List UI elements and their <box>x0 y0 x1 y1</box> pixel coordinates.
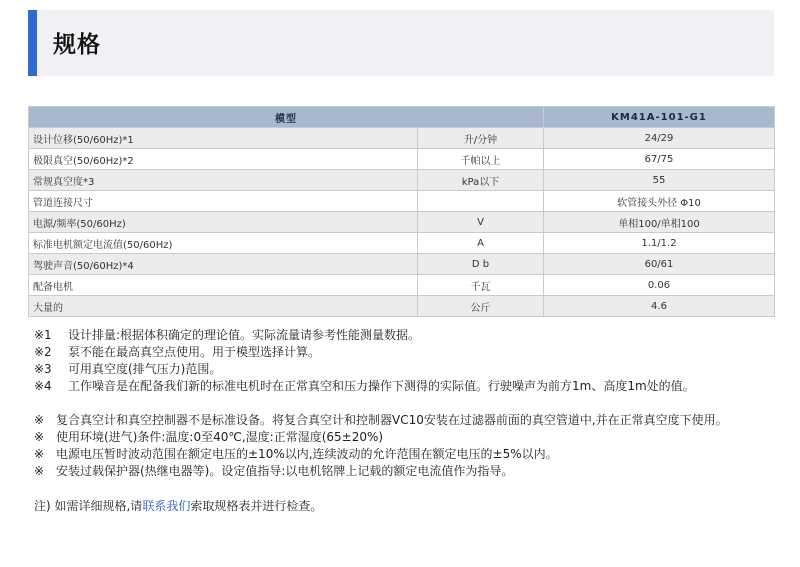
value-cell: 软管接头外径 Φ10 <box>544 191 775 212</box>
page-title: 规格 <box>53 32 101 58</box>
value-cell: 单相100/单相100 <box>544 212 775 233</box>
unit-cell: kPa以下 <box>418 170 544 191</box>
unit-cell: A <box>418 233 544 254</box>
table-row <box>29 128 775 149</box>
note-item <box>34 378 774 395</box>
note-text: 泵不能在最高真空点使用。用于模型选择计算。 <box>68 345 321 359</box>
star-notes <box>34 412 774 480</box>
note-mark: ※4 <box>34 379 52 393</box>
note-mark: ※2 <box>34 345 52 359</box>
note-item <box>34 463 774 480</box>
note-text: 电源电压暂时波动范围在额定电压的±10%以内,连续波动的允许范围在额定电压的±5%以内。 <box>56 447 558 461</box>
table-row <box>29 254 775 275</box>
note-mark: ※3 <box>34 362 52 376</box>
value-cell: 0.06 <box>544 275 775 296</box>
notes-section <box>34 327 774 515</box>
unit-cell: 公斤 <box>418 296 544 317</box>
spec-name-cell: 驾驶声音(50/60Hz)*4 <box>29 254 418 275</box>
section-header <box>28 10 774 76</box>
numbered-notes <box>34 327 774 395</box>
spec-name-cell: 设计位移(50/60Hz)*1 <box>29 128 418 149</box>
table-row <box>29 296 775 317</box>
spec-name-cell: 管道连接尺寸 <box>29 191 418 212</box>
table-row <box>29 275 775 296</box>
unit-cell <box>418 191 544 212</box>
table-row <box>29 233 775 254</box>
note-mark: ※ <box>34 464 45 478</box>
unit-cell: V <box>418 212 544 233</box>
note-item <box>34 446 774 463</box>
note-item <box>34 361 774 378</box>
note-text: 设计排量:根据体积确定的理论值。实际流量请参考性能测量数据。 <box>68 328 421 342</box>
table-row <box>29 191 775 212</box>
footer-suffix: 索取规格表并进行检查。 <box>190 499 323 513</box>
unit-cell: D b <box>418 254 544 275</box>
table-row <box>29 212 775 233</box>
column-header-product: KM41A-101-G1 <box>544 107 775 128</box>
spec-name-cell: 标准电机额定电流值(50/60Hz) <box>29 233 418 254</box>
note-item <box>34 412 774 429</box>
note-mark: ※ <box>34 430 45 444</box>
note-text: 复合真空计和真空控制器不是标准设备。将复合真空计和控制器VC10安装在过滤器前面的真空管道中,并在正常真空度下使用。 <box>56 413 728 427</box>
table-row <box>29 149 775 170</box>
spec-name-cell: 大量的 <box>29 296 418 317</box>
spec-name-cell: 常规真空度*3 <box>29 170 418 191</box>
column-header-model: 模型 <box>29 107 544 128</box>
spec-name-cell: 电源/频率(50/60Hz) <box>29 212 418 233</box>
unit-cell: 千帕以上 <box>418 149 544 170</box>
note-text: 可用真空度(排气压力)范围。 <box>68 362 222 376</box>
note-text: 使用环境(进气)条件:温度:0至40℃,湿度:正常湿度(65±20%) <box>56 430 384 444</box>
unit-cell: 千瓦 <box>418 275 544 296</box>
footer-note <box>34 498 774 515</box>
value-cell: 4.6 <box>544 296 775 317</box>
value-cell: 60/61 <box>544 254 775 275</box>
note-item <box>34 344 774 361</box>
note-item <box>34 429 774 446</box>
unit-cell: 升/分钟 <box>418 128 544 149</box>
spec-table <box>28 106 775 317</box>
value-cell: 55 <box>544 170 775 191</box>
value-cell: 67/75 <box>544 149 775 170</box>
note-item <box>34 327 774 344</box>
table-row <box>29 170 775 191</box>
note-mark: ※ <box>34 447 45 461</box>
note-text: 安装过载保护器(热继电器等)。设定值指导:以电机铭牌上记载的额定电流值作为指导。 <box>56 464 514 478</box>
table-header-row <box>29 107 775 128</box>
value-cell: 24/29 <box>544 128 775 149</box>
spec-name-cell: 极限真空(50/60Hz)*2 <box>29 149 418 170</box>
spec-table-body <box>29 128 775 317</box>
footer-prefix: 注) 如需详细规格,请 <box>34 499 143 513</box>
spec-name-cell: 配备电机 <box>29 275 418 296</box>
value-cell: 1.1/1.2 <box>544 233 775 254</box>
note-mark: ※ <box>34 413 45 427</box>
note-mark: ※1 <box>34 328 52 342</box>
contact-us-link[interactable]: 联系我们 <box>142 499 191 513</box>
note-text: 工作噪音是在配备我们新的标准电机时在正常真空和压力操作下测得的实际值。行驶噪声为前方1m、高度1m处的值。 <box>68 379 695 393</box>
